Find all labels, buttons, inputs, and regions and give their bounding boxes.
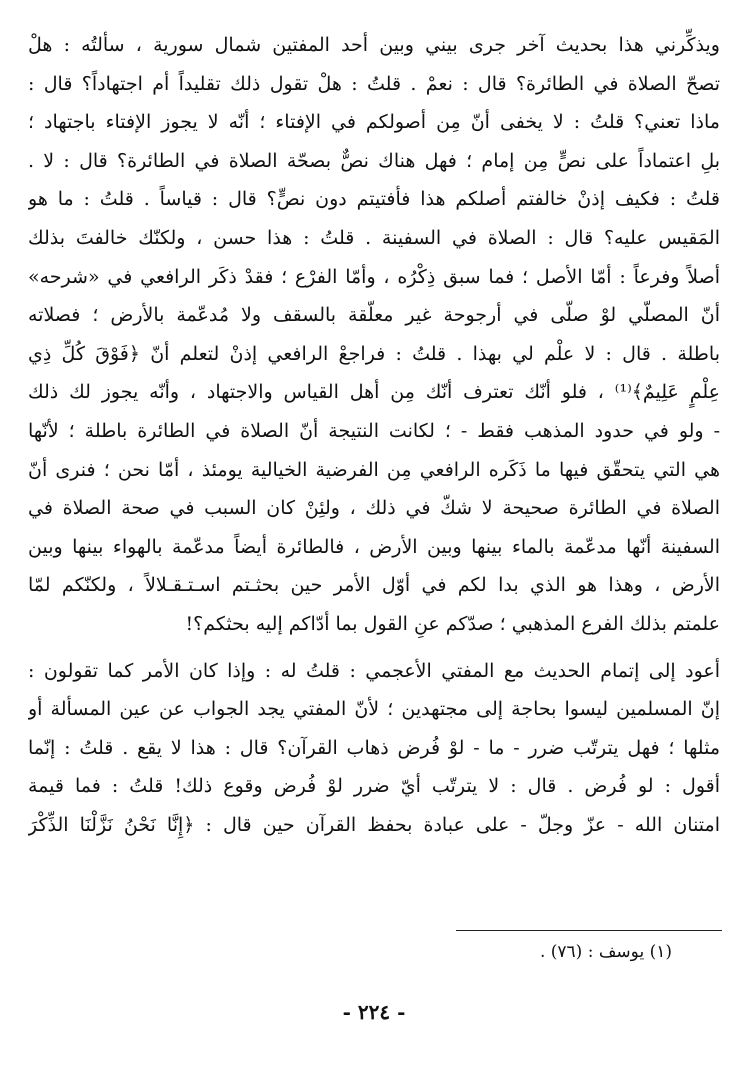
text-line: ماذا تعني؟ قلتُ : لا يخفى أنّ مِن أصولكم في الإفتاء ؛ أنّه لا يجوز الإفتاء باجتهاد ؛	[28, 111, 720, 134]
paragraph-2	[28, 652, 720, 845]
text-line: بلِ اعتماداً على نصٍّ مِن إمام ؛ فهل هناك نصٌّ بصحّة الصلاة في الطائرة؟ قال : لا .	[28, 149, 720, 172]
text-line: الصلاة في الطائرة صحيحة لا شكّ في ذلك ، ولئِنْ كان السبب في صحة الصلاة في	[28, 497, 720, 520]
page-body	[28, 26, 720, 844]
text-line: قلتُ : فكيف إذنْ خالفتم أصلكم هذا فأفتيتم دون نصٍّ؟ قال : قياساً . قلتُ : ما هو	[28, 188, 720, 211]
text-line: أقول : لو فُرض . قال : لا يترتّب أيّ ضرر لوْ فُرض وقوع ذلك! قلتُ : فما قيمة	[28, 775, 720, 798]
text-line: أعود إلى إتمام الحديث مع المفتي الأعجمي : قلتُ له : وإذا كان الأمر كما تقولون :	[28, 659, 720, 682]
text-line: علمتم بذلك الفرع المذهبي ؛ صدّكم عنِ القول بما أدّاكم إليه بحثكم؟!	[185, 612, 720, 635]
text-line: ويذكِّرني هذا بحديث آخر جرى بيني وبين أحد المفتين شمال سورية ، سألتُه : هلْ	[28, 34, 720, 56]
footnote-divider	[456, 930, 722, 931]
text-line: المَقيس عليه؟ قال : الصلاة في السفينة . قلتُ : هذا حسن ، ولكنّك خالفتَ بذلك	[28, 226, 720, 249]
text-line: تصحّ الصلاة في الطائرة؟ قال : نعمْ . قلتُ : هلْ تقول ذلك تقليداً أم اجتهاداً؟ قال :	[28, 72, 720, 95]
text-line: أنّ المصلّي لوْ صلّى في أرجوحة غير معلّقة بالسقف ولا مُدعّمة بالأرض ؛ فصلاته	[28, 304, 720, 327]
text-line: مثلها ؛ فهل يترتّب ضرر - ما - لوْ فُرض ذهاب القرآن؟ قال : هذا لا يقع . قلتُ : إنّما	[28, 736, 720, 759]
paragraph-1	[28, 26, 720, 644]
text-line: إنّ المسلمين ليسوا بحاجة إلى مجتهدين ؛ لأنّ المفتي يجد الجواب عن عين المسألة أو	[28, 698, 720, 721]
footnote: (١) يوسف : (٧٦) .	[539, 942, 672, 962]
text-line: عِلْمٍ عَلِيمٌ﴾⁽¹⁾ ، فلو أنّك تعترف أنّك مِن أهل القياس والاجتهاد ، وأنّه يجوز لك ذلك	[28, 381, 720, 404]
text-line: الأرض ، وهذا هو الذي بدا لكم في أوّل الأمر حين بحثـتم اسـتـقـلالاً ، ولكنّكم لمّا	[28, 574, 720, 597]
text-line: أصلاً وفرعاً : أمّا الأصل ؛ فما سبق ذِكْرُه ، وأمّا الفرْع ؛ فقدْ ذكَر الرافعي في «شرحه»	[28, 265, 720, 288]
text-line: هي التي يتحقّق فيها ما ذَكَره الرافعي مِن الفرضية الخيالية يومئذ ، أمّا نحن ؛ فنرى أنّ	[28, 458, 720, 481]
text-line: امتنان الله - عزّ وجلّ - على عبادة بحفظ القرآن حين قال : ﴿إِنَّا نَحْنُ نَزَّلْنَا الذِّكْرَ	[28, 813, 720, 836]
text-line: باطلة . قال : لا علْم لي بهذا . قلتُ : فراجعْ الرافعي إذنْ لتعلم أنّ ﴿فَوْقَ كُلِّ ذِي	[28, 342, 720, 365]
text-line: السفينة أنّها مدعّمة بالماء بينها وبين الأرض ، فالطائرة أيضاً مدعّمة بالهواء بينها وبين	[28, 535, 720, 558]
text-line: - ولو في حدود المذهب فقط - ؛ لكانت النتيجة أنّ الصلاة في الطائرة باطلة ؛ لأنّها	[28, 419, 720, 442]
page-number: - ٢٢٤ -	[342, 1000, 406, 1024]
